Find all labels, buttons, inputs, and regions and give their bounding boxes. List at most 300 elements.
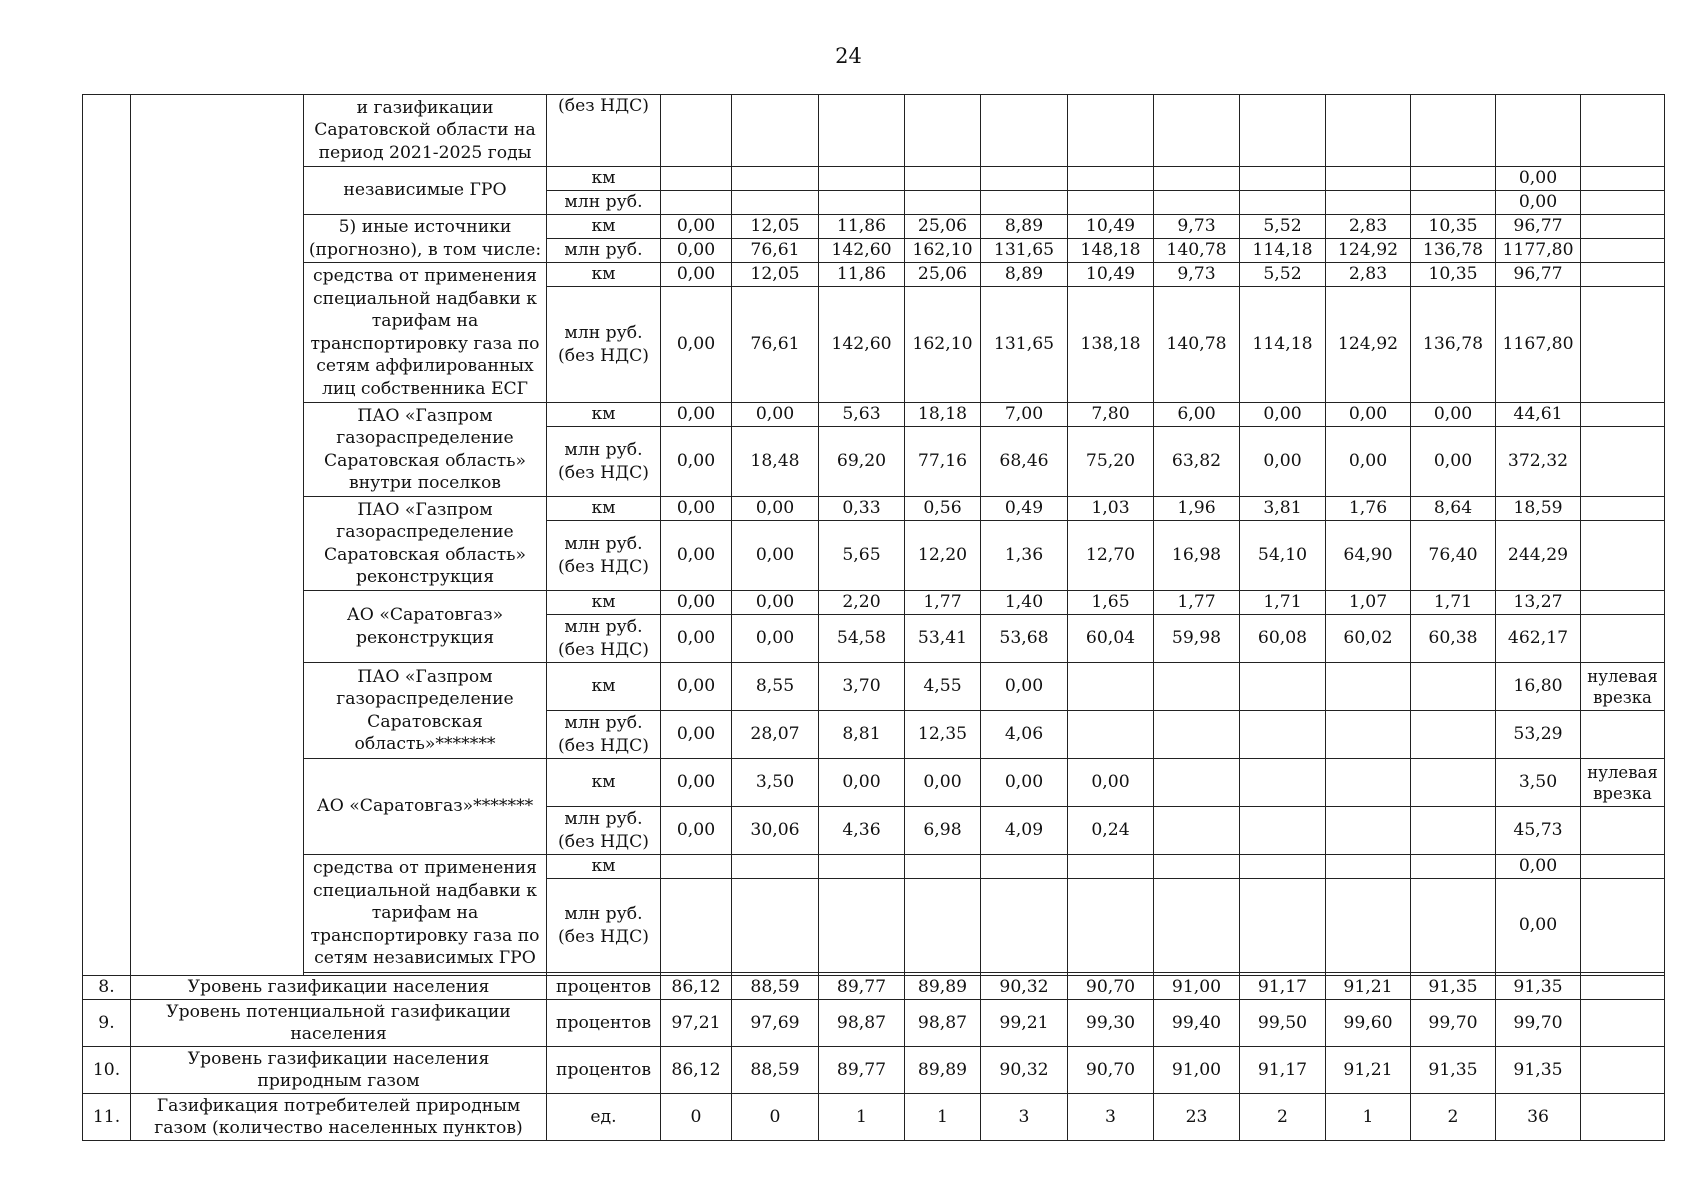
value-cell: 0,00: [661, 287, 732, 403]
value-cell: [1326, 167, 1411, 191]
empty-cell: [1581, 287, 1665, 403]
value-cell: [981, 167, 1068, 191]
value-cell: 99,50: [1240, 1000, 1326, 1047]
value-cell: 1,65: [1068, 591, 1154, 615]
value-cell: 90,32: [981, 1047, 1068, 1094]
value-cell: 2,83: [1326, 263, 1411, 287]
value-cell: 3,70: [819, 663, 905, 711]
value-cell: [819, 879, 905, 973]
total-value: 96,77: [1496, 263, 1581, 287]
value-cell: 0,00: [661, 521, 732, 591]
value-cell: [661, 191, 732, 215]
unit-cell: км: [547, 591, 661, 615]
row-number: 8.: [83, 976, 131, 1000]
value-cell: 99,30: [1068, 1000, 1154, 1047]
value-cell: 136,78: [1411, 239, 1496, 263]
value-cell: 59,98: [1154, 615, 1240, 663]
value-cell: 162,10: [905, 287, 981, 403]
unit-cell: млн руб. (без НДС): [547, 521, 661, 591]
value-cell: 9,73: [1154, 263, 1240, 287]
total-value: 53,29: [1496, 711, 1581, 759]
value-cell: 12,20: [905, 521, 981, 591]
value-cell: 8,55: [732, 663, 819, 711]
value-cell: 9,73: [1154, 215, 1240, 239]
empty-cell: [1581, 239, 1665, 263]
value-cell: [905, 879, 981, 973]
total-value: 0,00: [1496, 855, 1581, 879]
value-cell: 0,00: [661, 759, 732, 807]
value-cell: 98,87: [819, 1000, 905, 1047]
value-cell: 0,00: [1240, 403, 1326, 427]
value-cell: 5,52: [1240, 263, 1326, 287]
unit-cell: км: [547, 663, 661, 711]
value-cell: 136,78: [1411, 287, 1496, 403]
value-cell: 0,00: [661, 663, 732, 711]
empty-cell: [1581, 497, 1665, 521]
source-label: независимые ГРО: [304, 167, 547, 215]
value-cell: 76,61: [732, 239, 819, 263]
value-cell: [1068, 663, 1154, 711]
value-cell: 86,12: [661, 1047, 732, 1094]
value-cell: 68,46: [981, 427, 1068, 497]
source-label: средства от применения специальной надбавки к тарифам на транспортировку газа по сетям независимых ГРО: [304, 855, 547, 973]
value-cell: 140,78: [1154, 239, 1240, 263]
value-cell: [1154, 711, 1240, 759]
value-cell: 10,49: [1068, 215, 1154, 239]
value-cell: 1,40: [981, 591, 1068, 615]
value-cell: 131,65: [981, 239, 1068, 263]
value-cell: [1411, 807, 1496, 855]
value-cell: [1326, 191, 1411, 215]
value-cell: 0,00: [1068, 759, 1154, 807]
total-value: 0,00: [1496, 167, 1581, 191]
value-cell: [819, 855, 905, 879]
total-value: 18,59: [1496, 497, 1581, 521]
unit-cell: км: [547, 167, 661, 191]
unit-cell: ед.: [547, 1094, 661, 1141]
value-cell: 1,03: [1068, 497, 1154, 521]
value-cell: [661, 879, 732, 973]
value-cell: [1411, 759, 1496, 807]
value-cell: 124,92: [1326, 287, 1411, 403]
empty-cell: [1581, 215, 1665, 239]
value-cell: 76,61: [732, 287, 819, 403]
value-cell: 60,38: [1411, 615, 1496, 663]
value-cell: 162,10: [905, 239, 981, 263]
empty-cell: [1496, 95, 1581, 167]
indicator-name: Уровень газификации населения природным газом: [131, 1047, 547, 1094]
source-label: ПАО «Газпром газораспределение Саратовская область» внутри поселков: [304, 403, 547, 497]
value-cell: 75,20: [1068, 427, 1154, 497]
value-cell: 53,68: [981, 615, 1068, 663]
value-cell: 3,81: [1240, 497, 1326, 521]
indicator-name: Уровень потенциальной газификации населения: [131, 1000, 547, 1047]
value-cell: 54,58: [819, 615, 905, 663]
empty-cell: [1581, 1094, 1665, 1141]
unit-cell: млн руб. (без НДС): [547, 287, 661, 403]
value-cell: [732, 855, 819, 879]
value-cell: 0,00: [1411, 427, 1496, 497]
value-cell: 142,60: [819, 287, 905, 403]
unit-cell: млн руб. (без НДС): [547, 879, 661, 973]
value-cell: 28,07: [732, 711, 819, 759]
value-cell: 88,59: [732, 976, 819, 1000]
empty-cell: [1581, 521, 1665, 591]
value-cell: 23: [1154, 1094, 1240, 1141]
value-cell: 1,71: [1240, 591, 1326, 615]
value-cell: 1,77: [1154, 591, 1240, 615]
value-cell: 12,05: [732, 215, 819, 239]
table-row: [83, 95, 1665, 167]
value-cell: 2,20: [819, 591, 905, 615]
value-cell: 18,18: [905, 403, 981, 427]
value-cell: 0,00: [732, 497, 819, 521]
unit-cell: млн руб. (без НДС): [547, 807, 661, 855]
value-cell: 99,70: [1411, 1000, 1496, 1047]
value-cell: 2: [1411, 1094, 1496, 1141]
table-row: [83, 591, 1665, 615]
value-cell: [1068, 711, 1154, 759]
empty-cell: [1068, 95, 1154, 167]
value-cell: 18,48: [732, 427, 819, 497]
value-cell: 89,77: [819, 1047, 905, 1094]
total-value: 1167,80: [1496, 287, 1581, 403]
value-cell: 0,00: [1326, 427, 1411, 497]
value-cell: 69,20: [819, 427, 905, 497]
unit-cell: млн руб. (без НДС): [547, 427, 661, 497]
value-cell: 91,17: [1240, 976, 1326, 1000]
empty-cell: [661, 95, 732, 167]
total-value: 1177,80: [1496, 239, 1581, 263]
empty-cell: [1581, 711, 1665, 759]
value-cell: 16,98: [1154, 521, 1240, 591]
table-row: [83, 759, 1665, 807]
unit-cell: млн руб.: [547, 239, 661, 263]
empty-cell: [1581, 615, 1665, 663]
value-cell: 8,64: [1411, 497, 1496, 521]
table-row: [83, 403, 1665, 427]
total-value: 96,77: [1496, 215, 1581, 239]
unit-cell: млн руб. (без НДС): [547, 615, 661, 663]
empty-cell: [1581, 403, 1665, 427]
value-cell: 60,02: [1326, 615, 1411, 663]
unit-cell: (без НДС): [547, 95, 661, 167]
value-cell: [1240, 855, 1326, 879]
value-cell: 0,00: [661, 591, 732, 615]
table-row: [83, 976, 1665, 1000]
value-cell: 1: [905, 1094, 981, 1141]
value-cell: 7,80: [1068, 403, 1154, 427]
value-cell: 25,06: [905, 263, 981, 287]
value-cell: 0,00: [661, 403, 732, 427]
source-label: ПАО «Газпром газораспределение Саратовская область»*******: [304, 663, 547, 759]
source-label: средства от применения специальной надбавки к тарифам на транспортировку газа по сетям аффилированных лиц собственника ЕСГ: [304, 263, 547, 403]
table-row: [83, 855, 1665, 879]
value-cell: 60,04: [1068, 615, 1154, 663]
empty-cell: [1154, 95, 1240, 167]
value-cell: [1068, 191, 1154, 215]
value-cell: 91,35: [1411, 1047, 1496, 1094]
value-cell: 3: [1068, 1094, 1154, 1141]
value-cell: 131,65: [981, 287, 1068, 403]
value-cell: [732, 167, 819, 191]
value-cell: 0,24: [1068, 807, 1154, 855]
unit-cell: км: [547, 855, 661, 879]
value-cell: 90,70: [1068, 1047, 1154, 1094]
source-label: АО «Саратовгаз»*******: [304, 759, 547, 855]
value-cell: 0,00: [661, 239, 732, 263]
value-cell: [1411, 663, 1496, 711]
value-cell: 1,76: [1326, 497, 1411, 521]
value-cell: 60,08: [1240, 615, 1326, 663]
value-cell: 91,35: [1411, 976, 1496, 1000]
row-number: 10.: [83, 1047, 131, 1094]
value-cell: 2: [1240, 1094, 1326, 1141]
value-cell: 2,83: [1326, 215, 1411, 239]
value-cell: 4,36: [819, 807, 905, 855]
value-cell: [1154, 191, 1240, 215]
value-cell: 0,00: [661, 427, 732, 497]
value-cell: 8,89: [981, 263, 1068, 287]
value-cell: 86,12: [661, 976, 732, 1000]
unit-cell: км: [547, 263, 661, 287]
unit-cell: млн руб.: [547, 191, 661, 215]
row-number-cell: [83, 95, 131, 976]
value-cell: [905, 191, 981, 215]
table-row: [83, 497, 1665, 521]
empty-cell: [1411, 95, 1496, 167]
value-cell: [1240, 879, 1326, 973]
value-cell: 0,49: [981, 497, 1068, 521]
value-cell: 1: [1326, 1094, 1411, 1141]
value-cell: 7,00: [981, 403, 1068, 427]
unit-cell: процентов: [547, 976, 661, 1000]
row-number: 9.: [83, 1000, 131, 1047]
total-value: 0,00: [1496, 191, 1581, 215]
value-cell: 0,00: [981, 759, 1068, 807]
value-cell: 89,89: [905, 1047, 981, 1094]
value-cell: [1411, 191, 1496, 215]
value-cell: 90,70: [1068, 976, 1154, 1000]
value-cell: [981, 191, 1068, 215]
value-cell: 91,00: [1154, 976, 1240, 1000]
value-cell: 10,35: [1411, 263, 1496, 287]
value-cell: 91,00: [1154, 1047, 1240, 1094]
value-cell: 12,05: [732, 263, 819, 287]
table-row: [83, 1047, 1665, 1094]
value-cell: 0,00: [732, 403, 819, 427]
value-cell: [905, 167, 981, 191]
value-cell: 1,07: [1326, 591, 1411, 615]
table-row: [83, 1000, 1665, 1047]
total-value: 45,73: [1496, 807, 1581, 855]
source-label: 5) иные источники (прогнозно), в том числе:: [304, 215, 547, 263]
value-cell: 76,40: [1411, 521, 1496, 591]
empty-cell: [1581, 855, 1665, 879]
value-cell: 12,70: [1068, 521, 1154, 591]
value-cell: 89,89: [905, 976, 981, 1000]
source-label: ПАО «Газпром газораспределение Саратовская область» реконструкция: [304, 497, 547, 591]
empty-cell: [1581, 591, 1665, 615]
value-cell: [1326, 711, 1411, 759]
total-value: 36: [1496, 1094, 1581, 1141]
value-cell: 0,00: [819, 759, 905, 807]
unit-cell: процентов: [547, 1000, 661, 1047]
value-cell: 4,09: [981, 807, 1068, 855]
empty-cell: [1581, 95, 1665, 167]
value-cell: 0,00: [1326, 403, 1411, 427]
unit-cell: км: [547, 759, 661, 807]
value-cell: 99,40: [1154, 1000, 1240, 1047]
value-cell: [1154, 663, 1240, 711]
total-value: 16,80: [1496, 663, 1581, 711]
value-cell: 97,21: [661, 1000, 732, 1047]
value-cell: 0,00: [661, 263, 732, 287]
value-cell: 0,00: [1240, 427, 1326, 497]
value-cell: 88,59: [732, 1047, 819, 1094]
value-cell: 4,06: [981, 711, 1068, 759]
empty-cell: [1240, 95, 1326, 167]
empty-cell: [1581, 263, 1665, 287]
empty-cell: [1581, 191, 1665, 215]
value-cell: 8,89: [981, 215, 1068, 239]
value-cell: [732, 191, 819, 215]
note-cell: нулевая врезка: [1581, 759, 1665, 807]
value-cell: 0,00: [661, 711, 732, 759]
empty-cell: [1581, 1047, 1665, 1094]
value-cell: 0,00: [981, 663, 1068, 711]
value-cell: [1326, 759, 1411, 807]
value-cell: [1154, 855, 1240, 879]
value-cell: [1240, 711, 1326, 759]
empty-cell: [1581, 427, 1665, 497]
value-cell: 0,00: [661, 215, 732, 239]
value-cell: 0: [661, 1094, 732, 1141]
value-cell: 0,00: [661, 807, 732, 855]
value-cell: 91,21: [1326, 976, 1411, 1000]
unit-cell: км: [547, 497, 661, 521]
value-cell: 89,77: [819, 976, 905, 1000]
source-label: и газификации Саратовской области на период 2021-2025 годы: [304, 95, 547, 167]
value-cell: 64,90: [1326, 521, 1411, 591]
value-cell: [1411, 711, 1496, 759]
value-cell: 0: [732, 1094, 819, 1141]
value-cell: 142,60: [819, 239, 905, 263]
total-value: 91,35: [1496, 1047, 1581, 1094]
total-value: 372,32: [1496, 427, 1581, 497]
total-value: 44,61: [1496, 403, 1581, 427]
empty-cell: [1581, 976, 1665, 1000]
value-cell: 0,00: [732, 521, 819, 591]
value-cell: 0,00: [661, 497, 732, 521]
empty-cell: [981, 95, 1068, 167]
total-value: 0,00: [1496, 879, 1581, 973]
empty-cell: [1581, 879, 1665, 973]
value-cell: 77,16: [905, 427, 981, 497]
value-cell: 6,00: [1154, 403, 1240, 427]
value-cell: 114,18: [1240, 239, 1326, 263]
value-cell: [1240, 663, 1326, 711]
value-cell: 5,65: [819, 521, 905, 591]
value-cell: [1154, 879, 1240, 973]
total-value: 244,29: [1496, 521, 1581, 591]
value-cell: 1,36: [981, 521, 1068, 591]
value-cell: [819, 167, 905, 191]
value-cell: [1326, 855, 1411, 879]
value-cell: 1,77: [905, 591, 981, 615]
table-row: [83, 1094, 1665, 1141]
value-cell: 0,00: [732, 615, 819, 663]
total-value: 13,27: [1496, 591, 1581, 615]
value-cell: 98,87: [905, 1000, 981, 1047]
table-row: [83, 215, 1665, 239]
value-cell: 1,71: [1411, 591, 1496, 615]
total-value: 91,35: [1496, 976, 1581, 1000]
value-cell: 97,69: [732, 1000, 819, 1047]
table-row: [83, 263, 1665, 287]
value-cell: [1411, 167, 1496, 191]
value-cell: 6,98: [905, 807, 981, 855]
table-row: [83, 167, 1665, 191]
page-number: 24: [835, 44, 862, 68]
unit-cell: км: [547, 403, 661, 427]
value-cell: [1068, 855, 1154, 879]
note-cell: нулевая врезка: [1581, 663, 1665, 711]
value-cell: 3,50: [732, 759, 819, 807]
value-cell: 12,35: [905, 711, 981, 759]
empty-cell: [1326, 95, 1411, 167]
value-cell: [819, 191, 905, 215]
value-cell: 0,33: [819, 497, 905, 521]
value-cell: 1: [819, 1094, 905, 1141]
unit-cell: процентов: [547, 1047, 661, 1094]
value-cell: [1240, 167, 1326, 191]
value-cell: 140,78: [1154, 287, 1240, 403]
value-cell: 91,17: [1240, 1047, 1326, 1094]
value-cell: 0,00: [661, 615, 732, 663]
value-cell: [732, 879, 819, 973]
total-value: 99,70: [1496, 1000, 1581, 1047]
value-cell: [1326, 663, 1411, 711]
value-cell: [1240, 759, 1326, 807]
value-cell: 25,06: [905, 215, 981, 239]
indicator-name: Газификация потребителей природным газом (количество населенных пунктов): [131, 1094, 547, 1141]
gasification-table: [82, 94, 1665, 1141]
value-cell: [661, 167, 732, 191]
unit-cell: млн руб. (без НДС): [547, 711, 661, 759]
value-cell: 8,81: [819, 711, 905, 759]
value-cell: [1240, 807, 1326, 855]
value-cell: 3: [981, 1094, 1068, 1141]
value-cell: [1154, 167, 1240, 191]
value-cell: 5,52: [1240, 215, 1326, 239]
unit-cell: км: [547, 215, 661, 239]
value-cell: 53,41: [905, 615, 981, 663]
source-label: АО «Саратовгаз» реконструкция: [304, 591, 547, 663]
value-cell: 4,55: [905, 663, 981, 711]
value-cell: [1154, 807, 1240, 855]
value-cell: [1326, 879, 1411, 973]
table-row: [83, 663, 1665, 711]
empty-cell: [1581, 1000, 1665, 1047]
empty-cell: [1581, 167, 1665, 191]
value-cell: 63,82: [1154, 427, 1240, 497]
empty-cell: [732, 95, 819, 167]
empty-cell: [1581, 807, 1665, 855]
value-cell: 124,92: [1326, 239, 1411, 263]
value-cell: 99,21: [981, 1000, 1068, 1047]
value-cell: 114,18: [1240, 287, 1326, 403]
